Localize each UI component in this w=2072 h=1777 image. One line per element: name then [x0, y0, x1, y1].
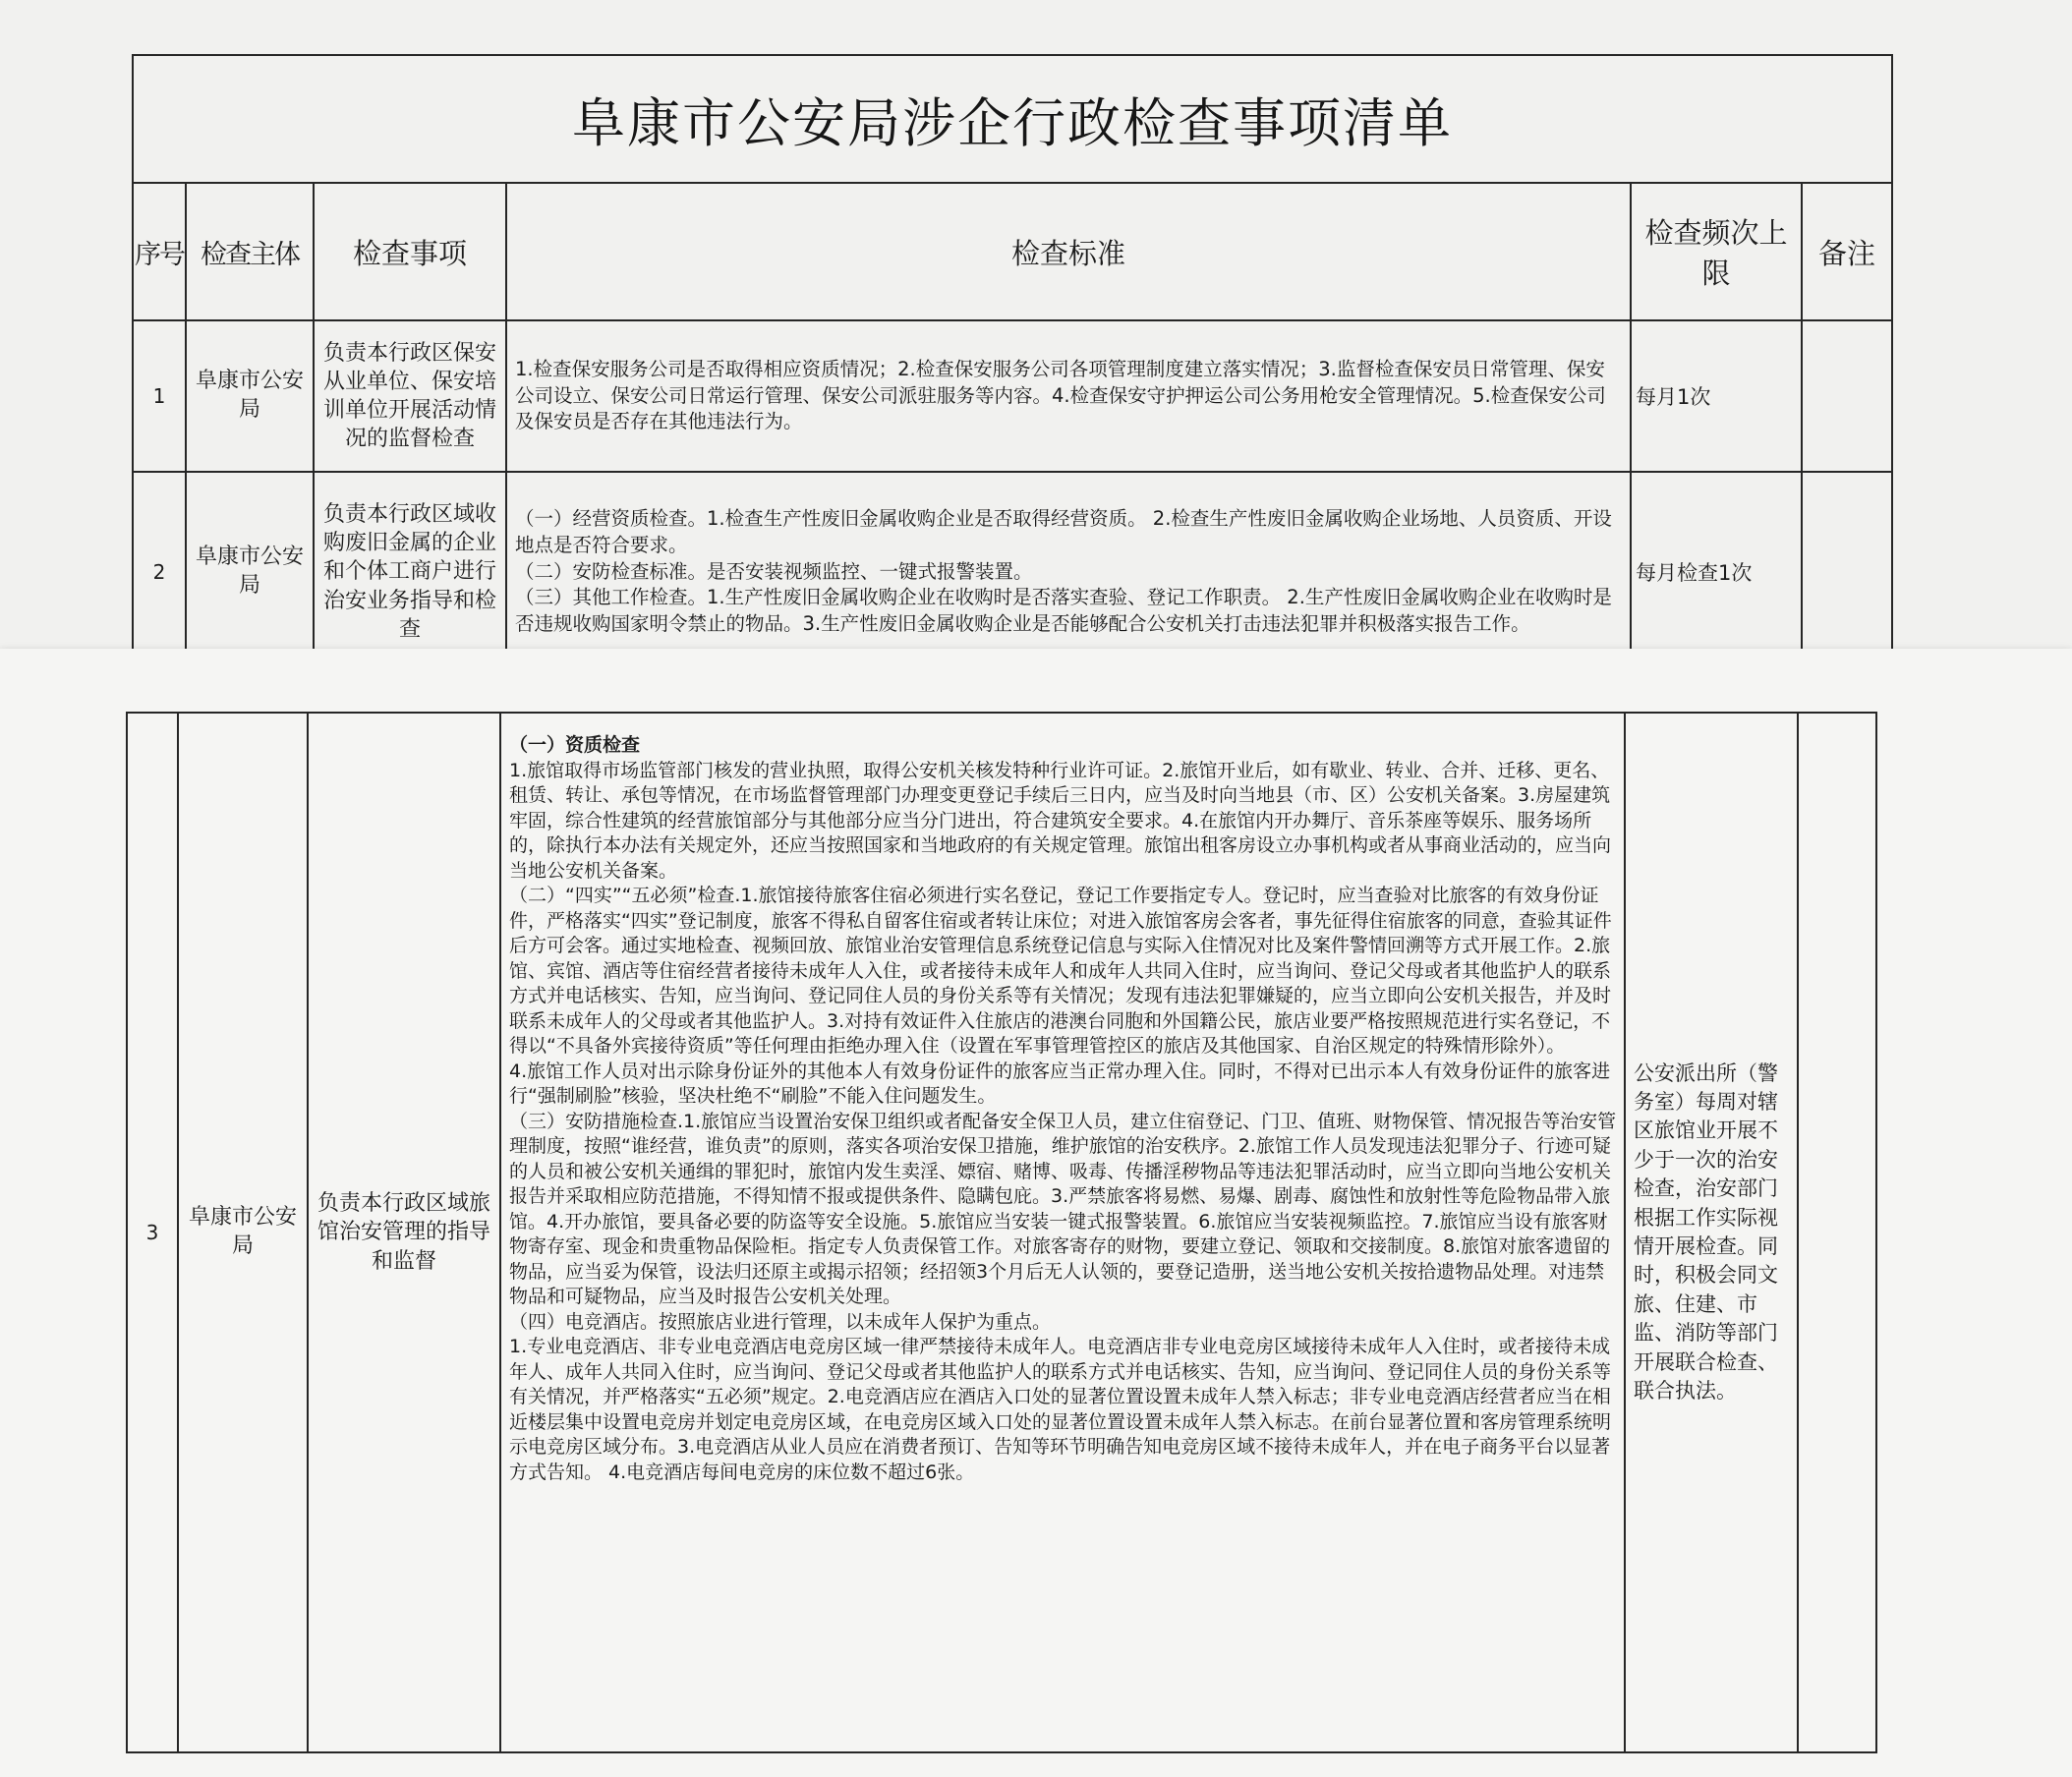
row-frequency: 公安派出所（警务室）每周对辖区旅馆业开展不少于一次的治安检查，治安部门根据工作实际视情开展检查。同时，积极会同文旅、住建、市监、消防等部门开展联合检查、联合执法。 — [1625, 713, 1798, 1752]
row-frequency: 每月1次 — [1631, 320, 1802, 472]
row-standard — [500, 713, 1625, 1752]
row-seq: 3 — [127, 713, 178, 1752]
header-remark: 备注 — [1802, 183, 1892, 320]
standard-paragraph: （三）其他工作检查。1.生产性废旧金属收购企业在收购时是否落实查验、登记工作职责。 2.生产性废旧金属收购企业在收购时是否违规收购国家明令禁止的物品。3.生产性废旧金属收购企业是否能够配合公安机关打击违法犯罪并积极落实报告工作。 — [515, 586, 1612, 636]
standard-paragraph: 1.旅馆取得市场监管部门核发的营业执照，取得公安机关核发特种行业许可证。2.旅馆开业后，如有歇业、转业、合并、迁移、更名、租赁、转让、承包等情况，在市场监督管理部门办理变更登记手续后三日内，应当及时向当地县（市、区）公安机关备案。3.房屋建筑牢固，综合性建筑的经营旅馆部分与其他部分应当分门进出，符合建筑安全要求。4.在旅馆内开办舞厅、音乐茶座等娱乐、服务场所的，除执行本办法有关规定外，还应当按照国家和当地政府的有关规定管理。旅馆出租客房设立办事机构或者从事商业活动的，应当向当地公安机关备案。 — [509, 759, 1612, 882]
row-standard — [506, 472, 1631, 672]
standard-paragraph: （一）经营资质检查。1.检查生产性废旧金属收购企业是否取得经营资质。 2.检查生产性废旧金属收购企业场地、人员资质、开设地点是否符合要求。 — [515, 506, 1612, 556]
standard-paragraph: （二）安防检查标准。是否安装视频监控、一键式报警装置。 — [515, 559, 1033, 583]
page-sheet-2 — [0, 649, 2072, 1777]
standard-paragraph: （二）“四实”“五必须”检查.1.旅馆接待旅客住宿必须进行实名登记，登记工作要指定专人。登记时，应当查验对比旅客的有效身份证件，严格落实“四实”登记制度，旅客不得私自留客住宿或者转让床位；对进入旅馆客房会客者，事先征得住宿旅客的同意，查验其证件后方可会客。通过实地检查、视频回放、旅馆业治安管理信息系统登记信息与实际入住情况对比及案件警情回溯等方式开展工作。2.旅馆、宾馆、酒店等住宿经营者接待未成年人入住，或者接待未成年人和成年人共同入住时，应当询问、登记父母或者其他监护人的联系方式并电话核实、告知，应当询问、登记同住人员的身份关系等有关情况；发现有违法犯罪嫌疑的，应当立即向公安机关报告，并及时联系未成年人的父母或者其他监护人。3.对持有效证件入住旅店的港澳台同胞和外国籍公民，旅店业要严格按照规范进行实名登记，不得以“不具备外宾接待资质”等任何理由拒绝办理入住（设置在军事管理管控区的旅店及其他国家、自治区规定的特殊情形除外）。 — [509, 885, 1612, 1058]
table-row — [133, 320, 1892, 472]
inspection-table-top — [132, 54, 1893, 673]
row-item: 负责本行政区保安从业单位、保安培训单位开展活动情况的监督检查 — [314, 320, 506, 472]
row-remark — [1798, 713, 1876, 1752]
header-item: 检查事项 — [314, 183, 506, 320]
standard-paragraph: （四）电竞酒店。按照旅店业进行管理，以未成年人保护为重点。 — [509, 1310, 1052, 1333]
row-frequency: 每月检查1次 — [1631, 472, 1802, 672]
row-subject: 阜康市公安局 — [178, 713, 308, 1752]
table-row — [127, 713, 1876, 1752]
standard-paragraph: 1.专业电竞酒店、非专业电竞酒店电竞房区域一律严禁接待未成年人。电竞酒店非专业电竞房区域接待未成年人入住时，或者接待未成年人、成年人共同入住时，应当询问、登记父母或者其他监护人的联系方式并电话核实、告知，应当询问、登记同住人员的身份关系等有关情况，并严格落实“五必须”规定。2.电竞酒店应在酒店入口处的显著位置设置未成年人禁入标志；非专业电竞酒店经营者应当在相近楼层集中设置电竞房并划定电竞房区域，在电竞房区域入口处的显著位置设置未成年人禁入标志。在前台显著位置和客房管理系统明示电竞房区域分布。3.电竞酒店从业人员应在消费者预订、告知等环节明确告知电竞房区域不接待未成年人，并在电子商务平台以显著方式告知。 4.电竞酒店每间电竞房的床位数不超过6张。 — [509, 1336, 1612, 1483]
row-remark — [1802, 472, 1892, 672]
header-frequency: 检查频次上限 — [1631, 183, 1802, 320]
row-item: 负责本行政区域旅馆治安管理的指导和监督 — [308, 713, 500, 1752]
row-remark — [1802, 320, 1892, 472]
document-title: 阜康市公安局涉企行政检查事项清单 — [133, 55, 1892, 183]
row-subject: 阜康市公安局 — [186, 320, 314, 472]
row-subject: 阜康市公安局 — [186, 472, 314, 672]
standard-paragraph: 4.旅馆工作人员对出示除身份证外的其他本人有效身份证件的旅客应当正常办理入住。同时，不得对已出示本人有效身份证件的旅客进行“强制刷脸”核验，坚决杜绝不“刷脸”不能入住问题发生。 — [509, 1060, 1611, 1108]
header-standard: 检查标准 — [506, 183, 1631, 320]
header-seq: 序号 — [133, 183, 186, 320]
inspection-table-continued — [126, 712, 1877, 1753]
table-row — [133, 472, 1892, 672]
row-seq: 1 — [133, 320, 186, 472]
standard-paragraph: 1.检查保安服务公司是否取得相应资质情况；2.检查保安服务公司各项管理制度建立落实情况；3.监督检查保安员日常管理、保安公司设立、保安公司日常运行管理、保安公司派驻服务等内容。4.检查保安守护押运公司公务用枪安全管理情况。5.检查保安公司及保安员是否存在其他违法行为。 — [515, 357, 1606, 433]
row-seq: 2 — [133, 472, 186, 672]
standard-heading: （一）资质检查 — [509, 734, 641, 756]
row-item: 负责本行政区域收购废旧金属的企业和个体工商户进行治安业务指导和检查 — [314, 472, 506, 672]
table-header-row — [133, 183, 1892, 320]
page-sheet-1 — [0, 0, 2072, 657]
standard-paragraph: （三）安防措施检查.1.旅馆应当设置治安保卫组织或者配备安全保卫人员，建立住宿登记、门卫、值班、财物保管、情况报告等治安管理制度，按照“谁经营，谁负责”的原则，落实各项治安保卫措施，维护旅馆的治安秩序。2.旅馆工作人员发现违法犯罪分子、行迹可疑的人员和被公安机关通缉的罪犯时，旅馆内发生卖淫、嫖宿、赌博、吸毒、传播淫秽物品等违法犯罪活动时，应当立即向当地公安机关报告并采取相应防范措施，不得知情不报或提供条件、隐瞒包庇。3.严禁旅客将易燃、易爆、剧毒、腐蚀性和放射性等危险物品带入旅馆。4.开办旅馆，要具备必要的防盗等安全设施。5.旅馆应当安装一键式报警装置。6.旅馆应当安装视频监控。7.旅馆应当设有旅客财物寄存室、现金和贵重物品保险柜。指定专人负责保管工作。对旅客寄存的财物，要建立登记、领取和交接制度。8.旅馆对旅客遗留的物品，应当妥为保管，设法归还原主或揭示招领；经招领3个月后无人认领的，要登记造册，送当地公安机关按拾遗物品处理。对违禁物品和可疑物品，应当及时报告公安机关处理。 — [509, 1110, 1617, 1308]
row-standard — [506, 320, 1631, 472]
header-subject: 检查主体 — [186, 183, 314, 320]
